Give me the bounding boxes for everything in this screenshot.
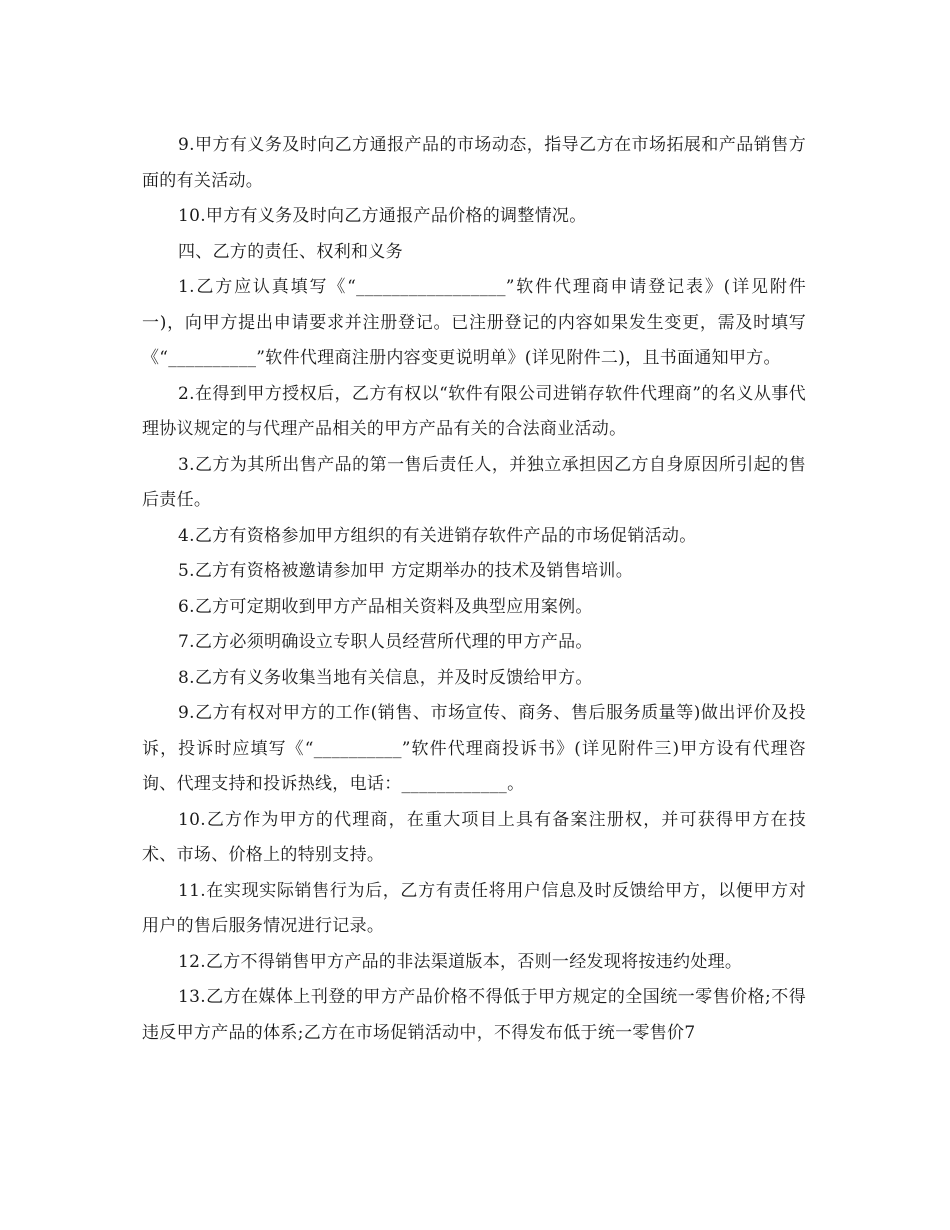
clause-b2: 2.在得到甲方授权后，乙方有权以“软件有限公司进销存软件代理商”的名义从事代理协议规定的与代理产品相关的甲方产品有关的合法商业活动。 [142, 383, 806, 439]
clause-a10: 10.甲方有义务及时向乙方通报产品价格的调整情况。 [178, 206, 587, 226]
clause-b13: 13.乙方在媒体上刊登的甲方产品价格不得低于甲方规定的全国统一零售价格;不得违反甲方产品的体系;乙方在市场促销活动中，不得发布低于统一零售价7 [142, 987, 806, 1043]
clause-b1: 1.乙方应认真填写《“_________________”软件代理商申请登记表》(详见附件一)，向甲方提出申请要求并注册登记。已注册登记的内容如果发生变更，需及时填写《“__________”软件代理商注册内容变更说明单》(详见附件二)，且书面通知甲方。 [142, 277, 806, 368]
clause-b6: 6.乙方可定期收到甲方产品相关资料及典型应用案例。 [178, 596, 593, 617]
clause-b5: 5.乙方有资格被邀请参加甲 方定期举办的技术及销售培训。 [178, 561, 634, 581]
clause-b7: 7.乙方必须明确设立专职人员经营所代理的甲方产品。 [178, 632, 593, 652]
clause-b4: 4.乙方有资格参加甲方组织的有关进销存软件产品的市场促销活动。 [178, 525, 697, 546]
clause-a9: 9.甲方有义务及时向乙方通报产品的市场动态，指导乙方在市场拓展和产品销售方面的有关活动。 [142, 135, 806, 191]
clause-b12: 12.乙方不得销售甲方产品的非法渠道版本，否则一经发现将按违约处理。 [178, 951, 743, 972]
clause-b10: 10.乙方作为甲方的代理商，在重大项目上具有备案注册权，并可获得甲方在技术、市场、价格上的特别支持。 [142, 809, 806, 865]
clause-b3: 3.乙方为其所出售产品的第一售后责任人，并独立承担因乙方自身原因所引起的售后责任。 [142, 454, 806, 510]
section-heading: 四、乙方的责任、权利和义务 [178, 241, 403, 262]
clause-b8: 8.乙方有义务收集当地有关信息，并及时反馈给甲方。 [178, 667, 593, 688]
document-body [142, 128, 806, 1051]
clause-b11: 11.在实现实际销售行为后，乙方有责任将用户信息及时反馈给甲方，以便甲方对用户的售后服务情况进行记录。 [142, 880, 806, 936]
clause-b9: 9.乙方有权对甲方的工作(销售、市场宣传、商务、售后服务质量等)做出评价及投诉，投诉时应填写《“__________”软件代理商投诉书》(详见附件三)甲方设有代理咨询、代理支持和投诉热线，电话：____________。 [142, 703, 806, 794]
